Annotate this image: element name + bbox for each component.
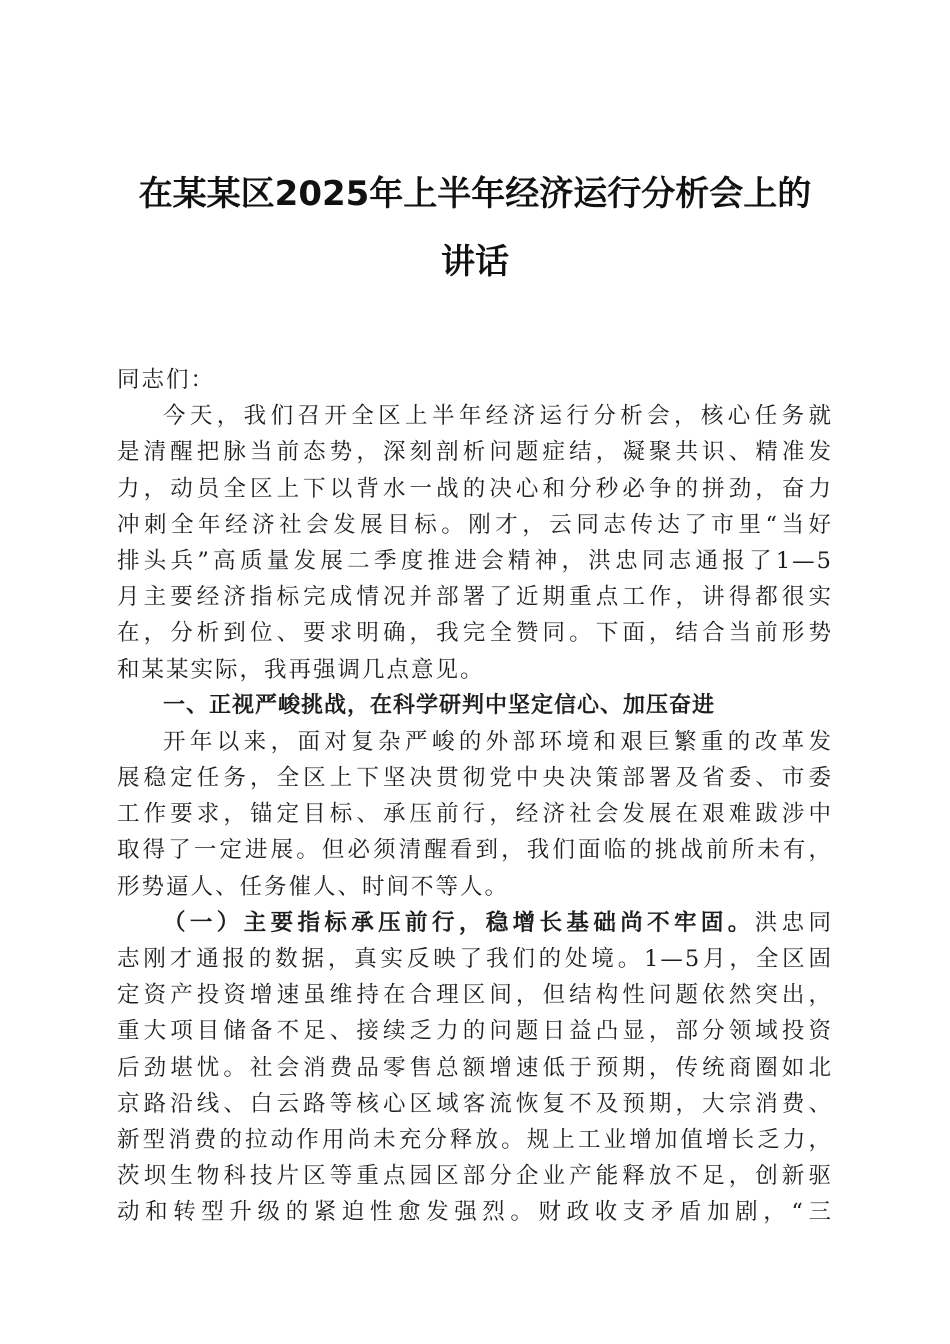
salutation: 同志们： <box>117 367 216 393</box>
paragraph-1-line: 冲刺全年经济社会发展目标。刚才，云同志传达了市里“当好 <box>117 511 833 538</box>
paragraph-3-line: 京路沿线、白云路等核心区域客流恢复不及预期，大宗消费、 <box>117 1090 833 1117</box>
section-heading-1: 一、正视严峻挑战，在科学研判中坚定信心、加压奋进 <box>163 692 716 718</box>
paragraph-2-line: 开年以来，面对复杂严峻的外部环境和艰巨繁重的改革发 <box>163 728 833 755</box>
paragraph-2-line: 取得了一定进展。但必须清醒看到，我们面临的挑战前所未有， <box>117 837 833 864</box>
paragraph-3-line: 定资产投资增速虽维持在合理区间，但结构性问题依然突出， <box>117 982 833 1009</box>
paragraph-3-first-rest: 洪忠同 <box>754 909 833 936</box>
paragraph-2-line: 形势逼人、任务催人、时间不等人。 <box>117 873 510 900</box>
paragraph-1-line: 月主要经济指标完成情况并部署了近期重点工作，讲得都很实 <box>117 584 833 611</box>
paragraph-3-line: 茨坝生物科技片区等重点园区部分企业产能释放不足，创新驱 <box>117 1163 833 1190</box>
paragraph-3-line: 重大项目储备不足、接续乏力的问题日益凸显，部分领域投资 <box>117 1018 833 1045</box>
paragraph-1-line: 今天，我们召开全区上半年经济运行分析会，核心任务就 <box>163 403 833 430</box>
document-title-line2: 讲话 <box>441 242 509 282</box>
subsection-lead: （一）主要指标承压前行，稳增长基础尚不牢固。 <box>163 909 755 936</box>
paragraph-3-line: 志刚才通报的数据，真实反映了我们的处境。1—5月，全区固 <box>117 946 833 972</box>
paragraph-1-line: 是清醒把脉当前态势，深刻剖析问题症结，凝聚共识、精准发 <box>117 439 833 466</box>
paragraph-1-line: 排头兵”高质量发展二季度推进会精神，洪忠同志通报了1—5 <box>117 547 833 574</box>
document-title-line1: 在某某区2025年上半年经济运行分析会上的 <box>138 174 812 214</box>
paragraph-1-line: 力，动员全区上下以背水一战的决心和分秒必争的拼劲，奋力 <box>117 475 833 502</box>
paragraph-1-line: 和某某实际，我再强调几点意见。 <box>117 656 485 683</box>
document-body <box>117 362 833 1231</box>
paragraph-1-line: 在，分析到位、要求明确，我完全赞同。下面，结合当前形势 <box>117 620 833 647</box>
paragraph-2-line: 工作要求，锚定目标、承压前行，经济社会发展在艰难跋涉中 <box>117 801 833 828</box>
paragraph-3-line: 后劲堪忧。社会消费品零售总额增速低于预期，传统商圈如北 <box>117 1054 833 1081</box>
paragraph-3-line: 新型消费的拉动作用尚未充分释放。规上工业增加值增长乏力， <box>117 1126 833 1153</box>
paragraph-2-line: 展稳定任务，全区上下坚决贯彻党中央决策部署及省委、市委 <box>117 765 833 792</box>
paragraph-3-line: 动和转型升级的紧迫性愈发强烈。财政收支矛盾加剧，“三 <box>117 1199 833 1226</box>
paragraph-3-first-line <box>117 905 833 941</box>
